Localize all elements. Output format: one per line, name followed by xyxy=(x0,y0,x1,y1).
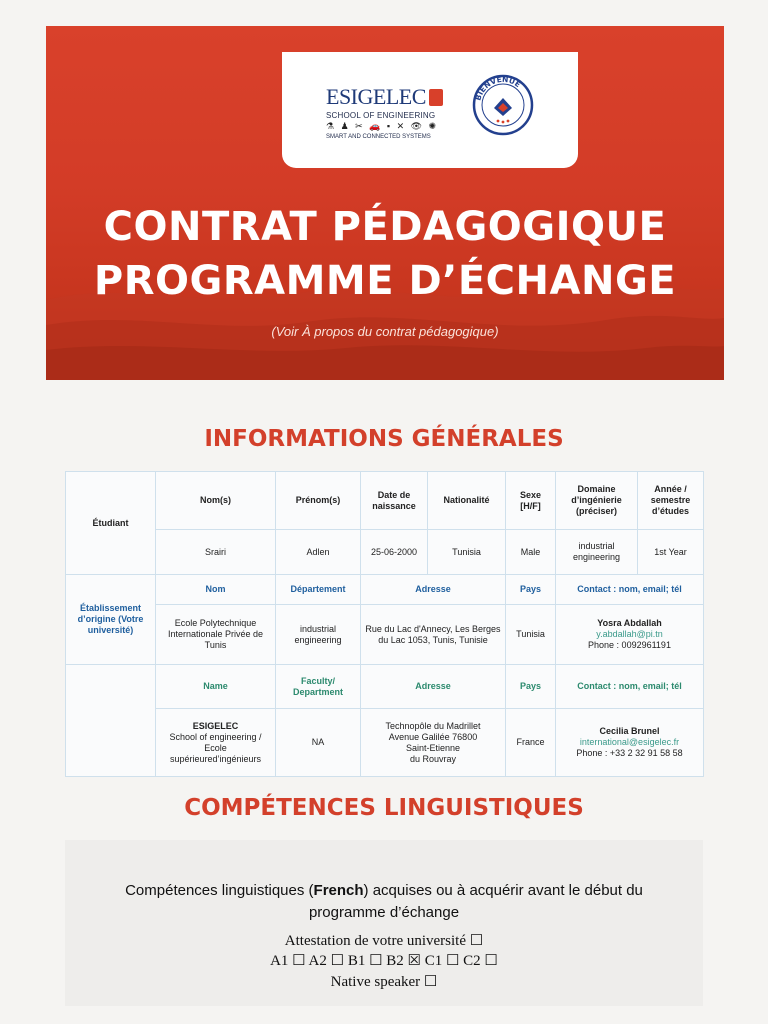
section-heading-general: INFORMATIONS GÉNÉRALES xyxy=(204,426,564,452)
language-sentence-line2: programme d’échange xyxy=(308,904,460,921)
host-name-bold: ESIGELEC xyxy=(192,720,239,731)
origin-contact-name: Yosra Abdallah xyxy=(597,618,662,628)
origin-nom: Ecole Polytechnique Internationale Privée de Tunis xyxy=(156,605,276,665)
language-box xyxy=(65,840,703,1006)
logo-subtitle: SCHOOL OF ENGINEERING xyxy=(326,111,436,120)
esigelec-logo xyxy=(326,84,443,140)
header-prenom: Prénom(s) xyxy=(276,472,361,530)
general-info-table xyxy=(65,471,704,777)
logo-card xyxy=(282,52,578,168)
origin-adresse: Rue du Lac d'Annecy, Les Berges du Lac 1053, Tunis, Tunisie xyxy=(361,605,506,665)
origin-contact-email: y.abdallah@pi.tn xyxy=(596,629,663,639)
host-values-row xyxy=(66,709,704,777)
host-contact-email: international@esigelec.fr xyxy=(579,737,680,747)
origin-pays: Tunisia xyxy=(506,605,556,665)
host-header-row xyxy=(66,665,704,709)
host-header-faculty: Faculty/ Department xyxy=(276,665,361,709)
header-domaine: Domaine d’ingénierie (préciser) xyxy=(556,472,638,530)
header-nom: Nom(s) xyxy=(156,472,276,530)
host-header-pays: Pays xyxy=(506,665,556,709)
attestation-checkbox-line[interactable]: Attestation de votre université ☐ xyxy=(284,933,484,949)
student-header-row xyxy=(66,472,704,530)
language-levels-checkboxes[interactable]: A1 ☐ A2 ☐ B1 ☐ B2 ☒ C1 ☐ C2 ☐ xyxy=(270,953,498,969)
header-annee: Année / semestre d’études xyxy=(638,472,704,530)
host-contact-name: Cecilia Brunel xyxy=(599,726,660,736)
host-contact xyxy=(556,709,704,777)
host-header-name: Name xyxy=(156,665,276,709)
origin-header-pays: Pays xyxy=(506,575,556,605)
student-domaine: industrial engineering xyxy=(556,530,638,575)
student-row-label: Étudiant xyxy=(66,472,156,575)
host-row-label xyxy=(66,665,156,777)
document-title-line1: CONTRAT PÉDAGOGIQUE xyxy=(103,204,667,250)
bienvenue-en-france-seal-icon xyxy=(472,74,534,136)
host-contact-phone: Phone : +33 2 32 91 58 58 xyxy=(576,748,683,758)
host-header-adresse: Adresse xyxy=(361,665,506,709)
origin-contact xyxy=(556,605,704,665)
host-nom xyxy=(156,709,276,777)
language-name: French xyxy=(313,882,364,899)
svg-text:BIENVENUE: BIENVENUE xyxy=(473,74,523,102)
host-address-line4: du Rouvray xyxy=(409,753,457,764)
host-adresse xyxy=(361,709,506,777)
student-nom: Srairi xyxy=(156,530,276,575)
host-address-line1: Technopôle du Madrillet xyxy=(385,720,481,731)
student-values-row xyxy=(66,530,704,575)
logo-tagline: SMART AND CONNECTED SYSTEMS xyxy=(326,134,431,140)
header-nationalite: Nationalité xyxy=(428,472,506,530)
header-sexe: Sexe [H/F] xyxy=(506,472,556,530)
host-address-line2: Avenue Galilée 76800 xyxy=(388,731,478,742)
origin-header-contact: Contact : nom, email; tél xyxy=(556,575,704,605)
student-annee: 1st Year xyxy=(638,530,704,575)
student-nationalite: Tunisia xyxy=(428,530,506,575)
host-name-rest: School of engineering / Ecole supérieured’ingénieurs xyxy=(169,731,262,764)
student-prenom: Adlen xyxy=(276,530,361,575)
origin-departement: industrial engineering xyxy=(276,605,361,665)
header-banner xyxy=(46,26,724,380)
language-sentence-post: ) acquises ou à acquérir avant le début du xyxy=(363,882,643,899)
origin-values-row xyxy=(66,605,704,665)
host-pays: France xyxy=(506,709,556,777)
document-title-line2: PROGRAMME D’ÉCHANGE xyxy=(93,258,677,304)
host-departement: NA xyxy=(276,709,361,777)
logo-brand-text: ESIGELEC xyxy=(326,84,426,109)
language-sentence-line1 xyxy=(65,882,703,899)
host-address-line3: Saint-Etienne xyxy=(405,742,461,753)
logo-pictograms-icon: ⚗ ♟ ✂ 🚗 ▪ ✕ 👁 ✺ xyxy=(326,121,439,131)
student-date-naissance: 25-06-2000 xyxy=(361,530,428,575)
origin-header-nom: Nom xyxy=(156,575,276,605)
document-subtitle: (Voir À propos du contrat pédagogique) xyxy=(271,324,499,339)
native-speaker-checkbox-line[interactable]: Native speaker ☐ xyxy=(330,974,438,990)
section-heading-languages: COMPÉTENCES LINGUISTIQUES xyxy=(184,795,584,821)
header-date-naissance: Date de naissance xyxy=(361,472,428,530)
student-sexe: Male xyxy=(506,530,556,575)
origin-header-row xyxy=(66,575,704,605)
origin-contact-phone: Phone : 0092961191 xyxy=(588,640,671,650)
origin-header-adresse: Adresse xyxy=(361,575,506,605)
language-sentence-pre: Compétences linguistiques ( xyxy=(125,882,314,899)
logo-mark-icon xyxy=(429,89,443,106)
host-header-contact: Contact : nom, email; tél xyxy=(556,665,704,709)
origin-row-label: Établissement d’origine (Votre université) xyxy=(66,575,156,665)
origin-header-departement: Département xyxy=(276,575,361,605)
